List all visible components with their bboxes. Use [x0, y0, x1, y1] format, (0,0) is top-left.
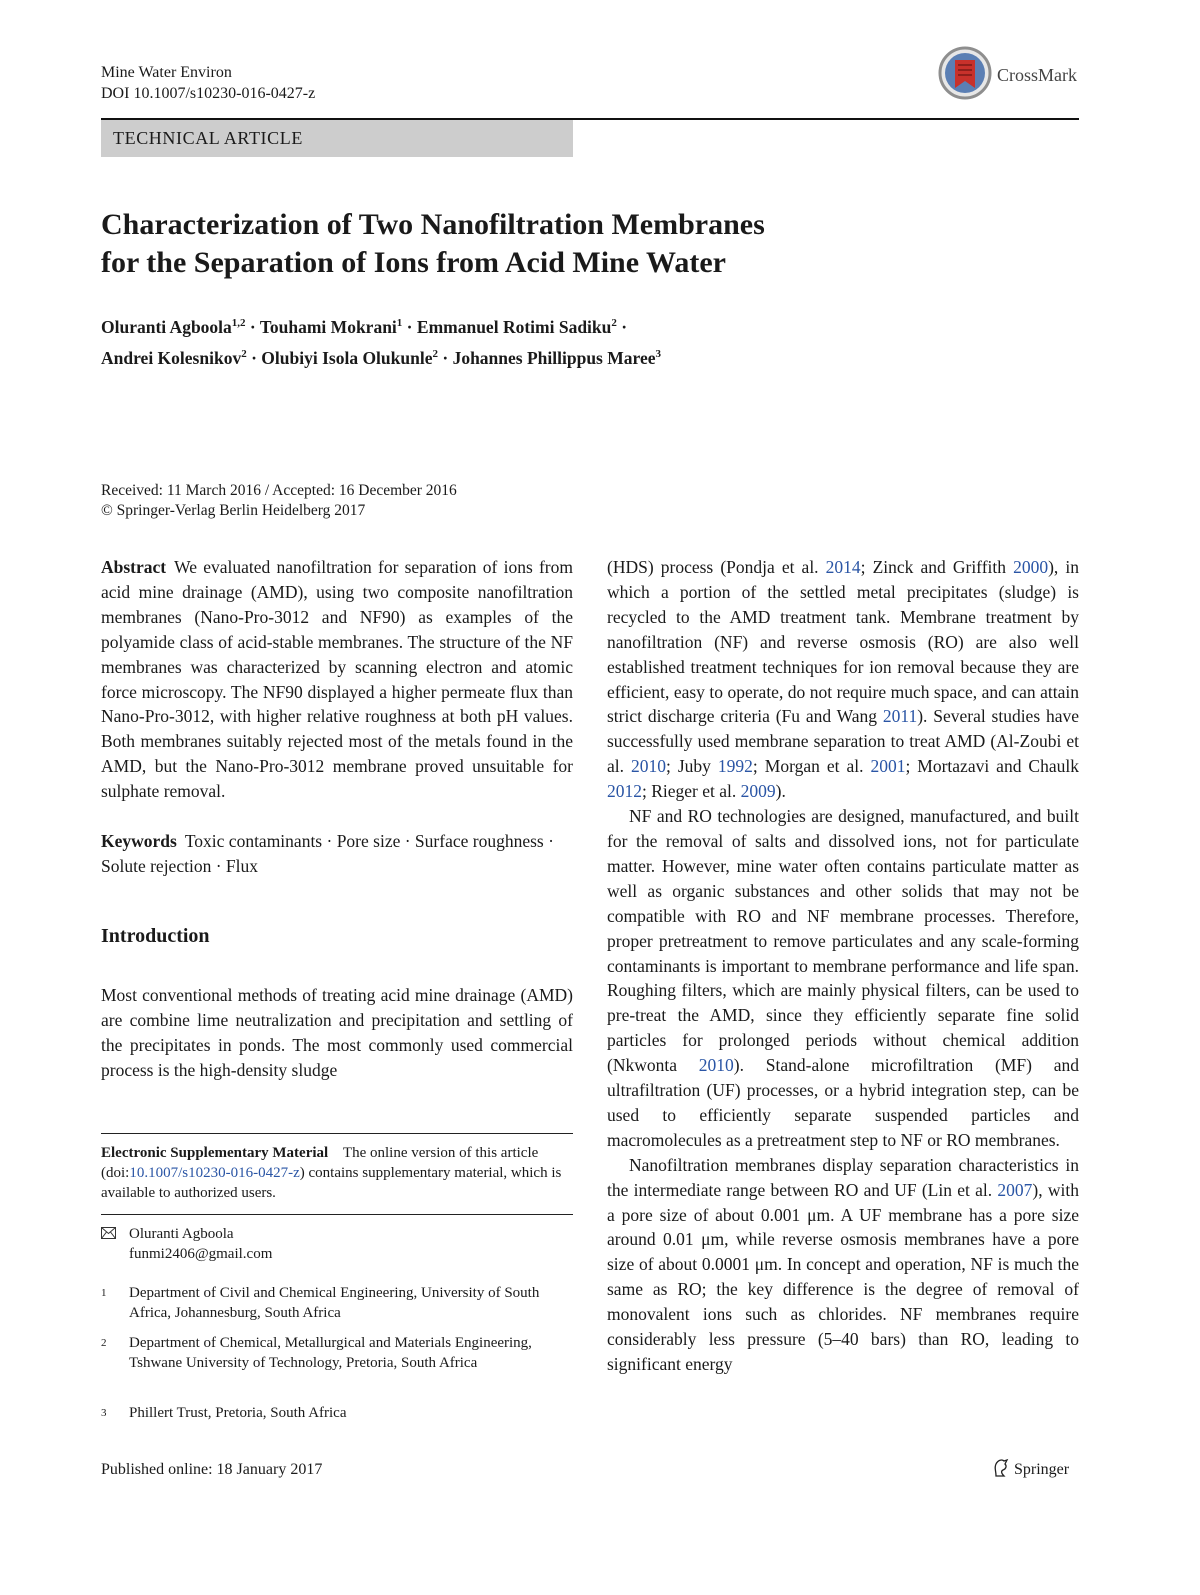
author-affiliation-mark: 3 — [655, 347, 661, 360]
author-name[interactable]: Andrei Kolesnikov — [101, 347, 242, 368]
body-text: (HDS) process (Pondja et al. — [607, 557, 826, 577]
title-line: for the Separation of Ions from Acid Mine Water — [101, 246, 726, 279]
body-text: Nanofiltration membranes display separation characteristics in the intermediate range between RO and UF (Lin et al. — [607, 1154, 1079, 1200]
author-separator: · — [442, 347, 449, 368]
citation-link[interactable]: 2014 — [825, 557, 861, 577]
body-paragraph — [607, 804, 1079, 1153]
esm-label: Electronic Supplementary Material — [101, 1145, 329, 1161]
body-text: ; Juby — [666, 756, 718, 777]
citation-link[interactable]: 2010 — [631, 756, 666, 777]
section-label: TECHNICAL ARTICLE — [101, 120, 573, 157]
body-text: ), in which a portion of the settled metal precipitates (sludge) is recycled to the AMD treatment tank. Membrane treatment by nanofiltration (NF) and reverse osmosis (RO) are also well established treatment techniques for ion removal because they are efficient, easy to operate, do not require much space, and can attain strict discharge criteria (Fu and Wang — [607, 557, 1079, 727]
citation-link[interactable]: 2009 — [740, 781, 776, 802]
author-name[interactable]: Johannes Phillippus Maree — [452, 347, 656, 368]
body-text: ; Morgan et al. — [752, 756, 871, 777]
envelope-icon — [101, 1227, 116, 1239]
affiliation-mark: 1 — [101, 1287, 107, 1299]
author-separator: · — [406, 316, 413, 337]
citation-link[interactable]: 2001 — [870, 756, 906, 777]
affiliation-mark: 2 — [101, 1337, 107, 1349]
keywords-label: Keywords — [101, 831, 177, 852]
author-separator: · — [251, 347, 257, 368]
article-dates — [101, 481, 457, 521]
body-text: ). Several studies have successfully used membrane separation to treat AMD (Al-Zoubi et al. — [607, 706, 1079, 777]
body-paragraph — [607, 1153, 1079, 1377]
abstract-text: We evaluated nanofiltration for separation of ions from acid mine drainage (AMD), using two composite nanofiltration membranes (Nano-Pro-3012 and NF90) as examples of the polyamide class of acid-stable membranes. The structure of the NF membranes was characterized by scanning electron and atomic force microscopy. The NF90 displayed a higher permeate flux than Nano-Pro-3012, with higher relative roughness at both pH values. Both membranes suitably rejected most of the metals found in the AMD, but the Nano-Pro-3012 membrane proved unsuitable for sulphate removal. — [101, 557, 573, 802]
author-list — [101, 310, 1001, 372]
springer-horse-icon — [992, 1458, 1010, 1478]
journal-name: Mine Water Environ — [101, 64, 232, 81]
affiliation-item — [101, 1283, 573, 1323]
body-text: ; Mortazavi and Chaulk — [905, 756, 1079, 777]
body-text: ). — [775, 781, 786, 802]
citation-link[interactable]: 2000 — [1013, 557, 1049, 577]
published-date: Published online: 18 January 2017 — [101, 1461, 323, 1478]
contact-email[interactable]: funmi2406@gmail.com — [129, 1246, 273, 1262]
footnote-rule — [101, 1133, 573, 1134]
esm-text: The online version of this article (doi: — [101, 1145, 539, 1181]
affiliation-item — [101, 1403, 573, 1423]
body-text: NF and RO technologies are designed, manufactured, and built for the removal of salts and dissolved ions, not for particulate matter. However, mine water often contains particulate matter as well as organic substances and other solids that may not be compatible with RO and NF membrane processes. Therefore, proper pretreatment to remove particulates and any scale-forming contaminants is important to membrane performance and life span. Roughing filters, which are mainly physical filters, can be used to pre-treat the AMD, since they efficiently separate fine solid particles for prolonged periods without chemical addition (Nkwonta — [607, 806, 1079, 1076]
corresponding-author — [101, 1224, 573, 1264]
section-heading-introduction: Introduction — [101, 924, 210, 947]
abstract — [101, 555, 573, 804]
doi-link[interactable]: 10.1007/s10230-016-0427-z — [129, 1165, 300, 1181]
body-text: ). Stand-alone microfiltration (MF) and ultrafiltration (UF) processes, or a hybrid integration step, can be used to efficiently separate suspended particles and macromolecules as a pretreatment step to NF or RO membranes. — [607, 1055, 1080, 1150]
left-column — [101, 555, 573, 1083]
body-text: ; Rieger et al. — [642, 781, 741, 802]
esm-text: ) contains supplementary material, which is available to authorized users. — [101, 1165, 562, 1201]
abstract-label: Abstract — [101, 557, 167, 577]
keywords-text: Toxic contaminants · Pore size · Surface roughness · Solute rejection · Flux — [101, 831, 554, 876]
author-affiliation-mark: 2 — [611, 317, 617, 329]
keywords — [101, 829, 573, 879]
article-title — [101, 206, 1001, 282]
received-accepted: Received: 11 March 2016 / Accepted: 16 December 2016 — [101, 482, 457, 499]
contact-name: Oluranti Agboola — [129, 1226, 234, 1242]
body-text: ), with a pore size of about 0.001 μm. A UF membrane has a pore size around 0.01 μm, while reverse osmosis membranes have a pore size of about 0.0001 μm. In concept and operation, NF is much the same as RO; the key difference is the degree of removal of monovalent ions such as chlorides. NF membranes require considerably less pressure (5–40 bars) than RO, leading to significant energy — [607, 1179, 1079, 1374]
affiliation-mark: 3 — [101, 1407, 107, 1419]
copyright: © Springer-Verlag Berlin Heidelberg 2017 — [101, 502, 366, 519]
esm-note — [101, 1143, 573, 1203]
title-line: Characterization of Two Nanofiltration Membranes — [101, 208, 765, 241]
citation-link[interactable]: 2010 — [698, 1055, 734, 1076]
affiliation-text: Phillert Trust, Pretoria, South Africa — [129, 1405, 347, 1421]
crossmark-logo[interactable] — [938, 46, 1083, 104]
citation-link[interactable]: 2011 — [882, 706, 918, 727]
body-text: ; Zinck and Griffith — [860, 557, 1014, 577]
citation-link[interactable]: 2012 — [607, 781, 642, 802]
author-name[interactable]: Emmanuel Rotimi Sadiku — [416, 316, 612, 337]
right-column — [607, 555, 1079, 1377]
author-affiliation-mark: 2 — [241, 347, 247, 360]
citation-link[interactable]: 1992 — [717, 756, 753, 777]
journal-info — [101, 62, 315, 104]
author-separator: · — [249, 316, 256, 337]
intro-paragraph: Most conventional methods of treating acid mine drainage (AMD) are combine lime neutralization and precipitation and settling of the precipitates in ponds. The most commonly used commercial process is the high-density sludge — [101, 984, 573, 1080]
author-name[interactable]: Oluranti Agboola — [101, 316, 232, 337]
citation-link[interactable]: 2007 — [997, 1179, 1033, 1200]
crossmark-icon — [938, 46, 992, 100]
author-name[interactable]: Olubiyi Isola Olukunle — [261, 347, 433, 368]
affiliation-text: Department of Civil and Chemical Engineering, University of South Africa, Johannesburg, South Africa — [129, 1285, 540, 1321]
author-affiliation-mark: 2 — [432, 347, 438, 360]
author-affiliation-mark: 1 — [396, 317, 403, 329]
crossmark-label: CrossMark — [997, 65, 1077, 85]
footnote-rule — [101, 1214, 573, 1215]
affiliation-item — [101, 1333, 573, 1373]
publisher-logo — [992, 1458, 1069, 1479]
doi: DOI 10.1007/s10230-016-0427-z — [101, 85, 316, 102]
affiliation-text: Department of Chemical, Metallurgical and Materials Engineering, Tshwane University of Technology, Pretoria, South Africa — [129, 1335, 532, 1371]
author-separator: · — [621, 316, 628, 337]
publisher-name: Springer — [1014, 1461, 1070, 1478]
author-affiliation-mark: 1,2 — [231, 317, 246, 329]
author-name[interactable]: Touhami Mokrani — [259, 316, 397, 337]
body-paragraph — [607, 555, 1079, 804]
